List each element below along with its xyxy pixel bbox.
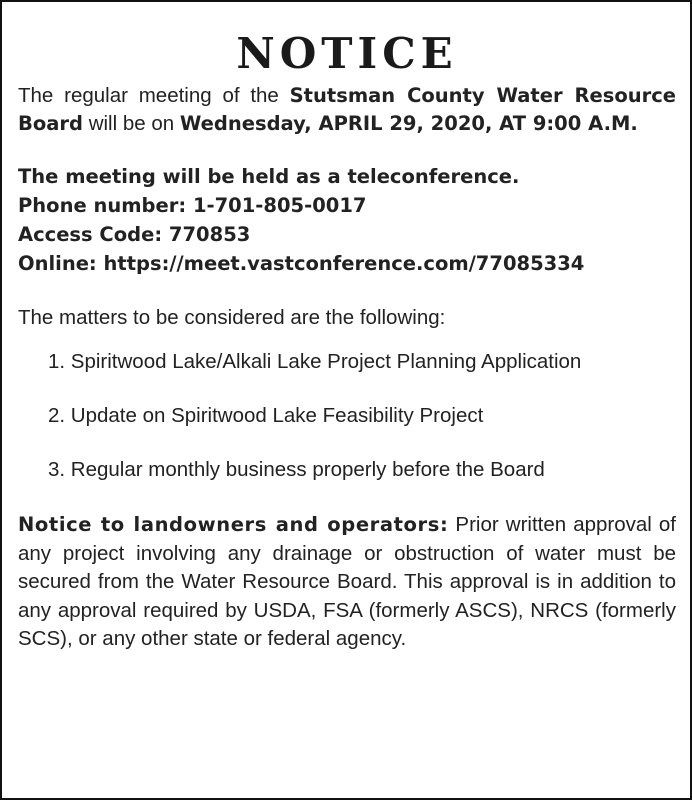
online-link: Online: https://meet.vastconference.com/77085334 — [18, 252, 585, 275]
landowners-body: Prior written approval of any project involving any drainage or obstruction of water must be secured from the Water Resource Board. This approval is in addition to any approval required by USDA, FSA (formerly ASCS), NRCS (formerly SCS), or any other state or federal agency. — [18, 513, 676, 650]
notice-title: NOTICE — [236, 29, 458, 78]
landowners-lead: Notice to landowners and operators: — [18, 513, 449, 536]
teleconference-details — [18, 162, 676, 278]
matters-intro: The matters to be considered are the following: — [18, 306, 446, 329]
landowners-notice — [18, 511, 676, 654]
agenda-list — [18, 348, 676, 483]
intro-text-2: will be on — [83, 112, 180, 135]
meeting-intro-paragraph — [18, 82, 676, 138]
intro-text-1: The regular meeting of the — [18, 84, 290, 107]
teleconference-note: The meeting will be held as a teleconference. — [18, 165, 520, 188]
agenda-item: 2. Update on Spiritwood Lake Feasibility Project — [48, 404, 484, 427]
access-code: Access Code: 770853 — [18, 223, 251, 246]
agenda-item: 3. Regular monthly business properly before the Board — [48, 458, 545, 481]
meeting-date-time: Wednesday, APRIL 29, 2020, AT 9:00 A.M. — [179, 112, 638, 135]
board-name: Stutsman County Water Resource Board — [18, 84, 677, 135]
phone-number: Phone number: 1-701-805-0017 — [18, 194, 367, 217]
agenda-item: 1. Spiritwood Lake/Alkali Lake Project Planning Application — [48, 350, 582, 373]
